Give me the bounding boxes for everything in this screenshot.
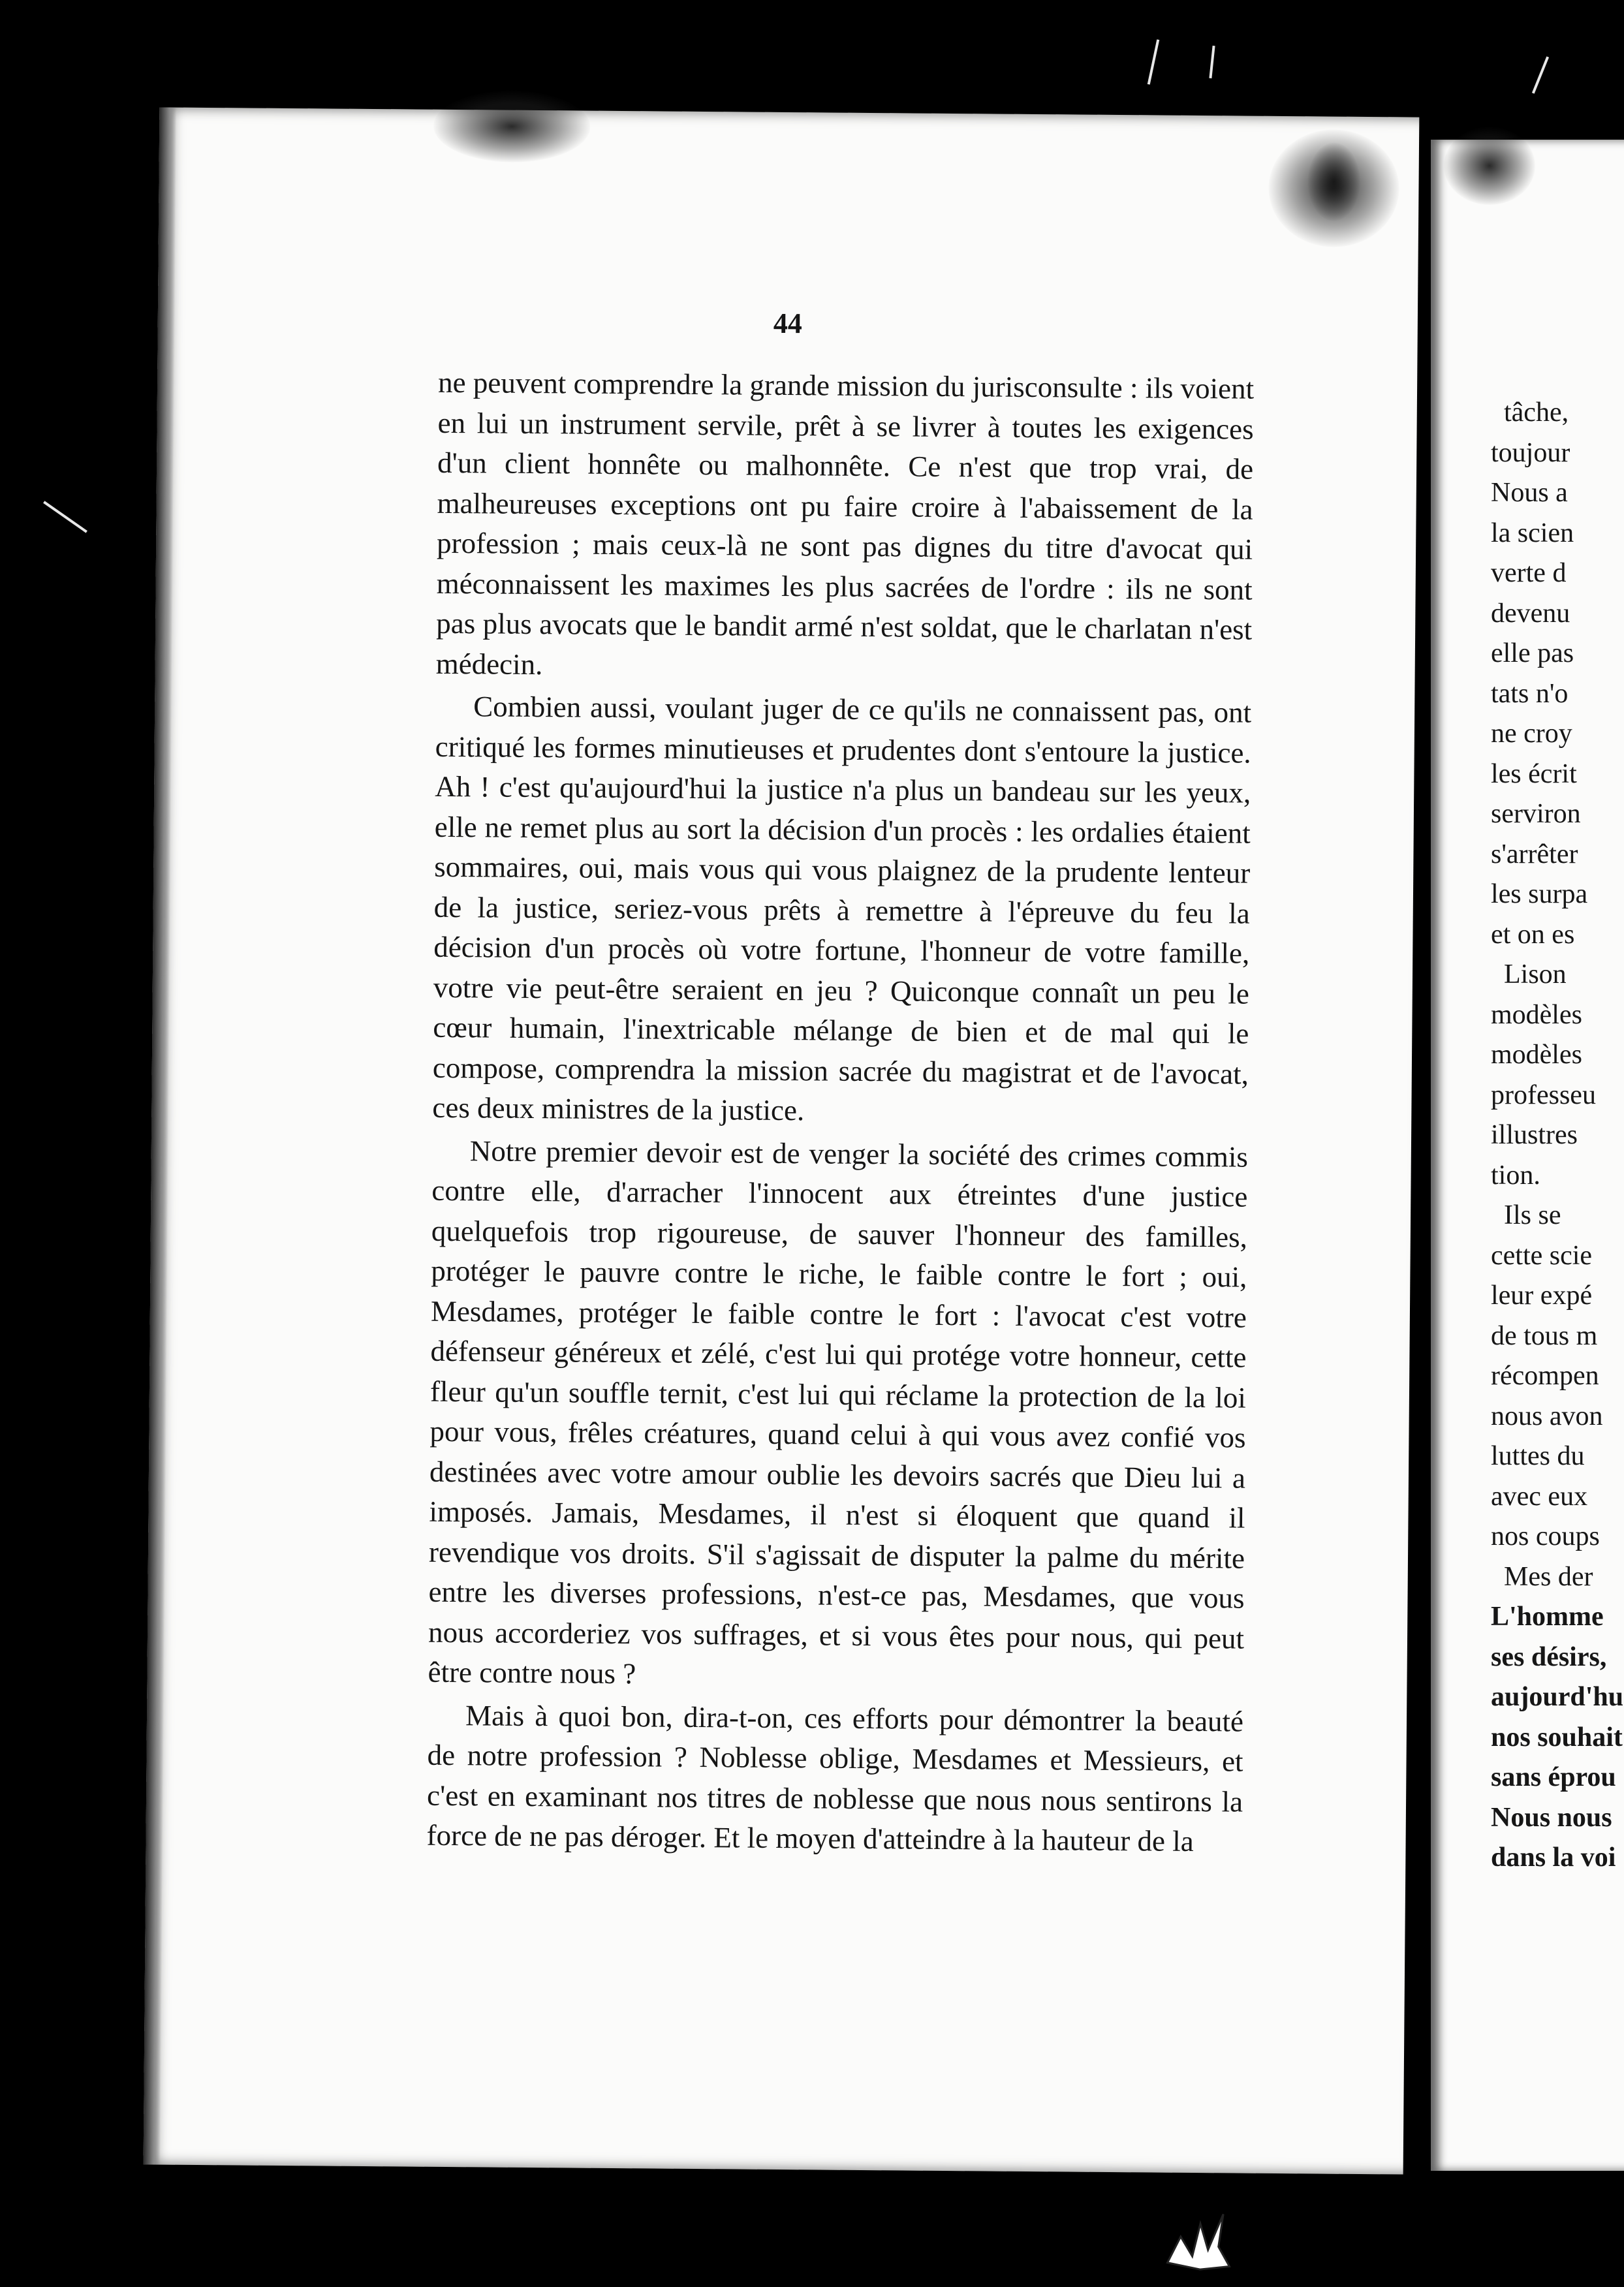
facing-page-line: professeu (1491, 1080, 1596, 1110)
facing-page-line: avec eux (1491, 1481, 1588, 1512)
facing-page-line: leur expé (1491, 1281, 1593, 1311)
facing-page-line: Ils se (1504, 1200, 1561, 1230)
scan-artifact (1148, 39, 1159, 84)
facing-page-text (1491, 393, 1624, 1878)
paragraph: ne peuvent comprendre la grande mission du jurisconsulte : ils voient en lui un instrument servile, prêt à se livrer à toutes les exigences d'un client honnête ou malhonnête. Ce n'est que trop vrai, de malheureuses exceptions ont pu faire croire à l'abaissement de la profession ; mais ceux-là ne sont pas dignes du titre d'avocat qui méconnaissent les maximes les plus sacrées de l'ordre : ils ne sont pas plus avocats que le bandit armé n'est soldat, que le charlatan n'est médecin. (435, 366, 1255, 681)
facing-page-line: illustres (1491, 1120, 1578, 1150)
facing-page-line: L'homme (1491, 1602, 1604, 1632)
facing-page-line: les écrit (1491, 758, 1577, 789)
facing-page-line: ses désirs, (1491, 1641, 1607, 1672)
facing-page-line: nous avon (1491, 1401, 1603, 1431)
facing-page-line: nos coups (1491, 1521, 1600, 1551)
ink-stain (1444, 127, 1535, 205)
facing-page-line: Mes der (1504, 1561, 1593, 1592)
page-number: 44 (773, 307, 803, 340)
facing-page-line: sans éprou (1491, 1762, 1616, 1792)
facing-page-line: Nous a (1491, 478, 1568, 508)
facing-page-line: verte d (1491, 558, 1567, 588)
facing-page-line: dans la voi (1491, 1843, 1616, 1873)
facing-page-line: aujourd'hu (1491, 1682, 1624, 1712)
facing-page-line: Lison (1504, 959, 1567, 989)
facing-page-line: devenu (1491, 598, 1570, 629)
left-page (144, 107, 1420, 2174)
facing-page-line: tion. (1491, 1160, 1540, 1190)
paragraph: Notre premier devoir est de venger la société des crimes commis contre elle, d'arracher l'innocent aux étreintes d'une justice quelquefois trop rigoureuse, de sauver l'honneur des familles, protéger le pauvre contre le riche, le faible contre le fort ; oui, Mesdames, protéger le faible contre le fort : l'avocat c'est votre défenseur généreux et zélé, c'est lui qui protége votre honneur, cette fleur qu'un souffle ternit, c'est lui qui réclame la protection de la loi pour vous, frêles créatures, quand celui à qui vous avez confié vos destinées avec votre amour oublie les devoirs sacrés que Dieu lui a imposés. Jamais, Mesdames, il n'est si éloquent que quand il revendique vos droits. S'il s'agissait de disputer la palme du mérite entre les diverses professions, n'est-ce pas, Mesdames, que vous nous accorderiez vos suffrages, et si vous êtes pour nous, qui peut être contre nous ? (428, 1134, 1249, 1690)
facing-page-line: et on es (1491, 919, 1575, 950)
facing-page-line: elle pas (1491, 638, 1574, 668)
facing-page-line: luttes du (1491, 1441, 1585, 1471)
facing-page (1431, 140, 1624, 2171)
scan-artifact (43, 501, 87, 533)
scan-artifact (1532, 56, 1549, 93)
facing-page-line: s'arrêter (1491, 839, 1578, 869)
facing-page-line: Nous nous (1491, 1802, 1612, 1833)
paragraph: Mais à quoi bon, dira-t-on, ces efforts pour démontrer la beauté de notre profession ? Noblesse oblige, Mesdames et Messieurs, et c'est en examinant nos titres de noblesse que nous nous sentirons la force de ne pas déroger. Et le moyen d'atteindre à la hauteur de la (426, 1698, 1244, 1858)
facing-page-line: tâche, (1504, 397, 1569, 428)
page-tear-mark (1161, 2211, 1233, 2273)
facing-page-line: la scien (1491, 518, 1574, 548)
facing-page-line: de tous m (1491, 1320, 1598, 1351)
facing-page-line: serviron (1491, 799, 1581, 829)
paragraph: Combien aussi, voulant juger de ce qu'ils ne connaissent pas, ont critiqué les formes minutieuses et prudentes dont s'entoure la justice. Ah ! c'est qu'aujourd'hui la justice n'a plus un bandeau sur les yeux, elle ne remet plus au sort la décision d'un procès : les ordalies étaient sommaires, oui, mais vous qui vous plaignez de la prudente lenteur de la justice, seriez-vous prêts à remettre à l'épreuve du feu la décision d'un procès où votre fortune, l'honneur de votre famille, votre vie peut-être seraient en jeu ? Quiconque connaît un peu le cœur humain, l'inextricable mélange de bien et de mal qui le compose, comprendra la mission sacrée du magistrat et de l'avocat, ces deux ministres de la justice. (432, 690, 1252, 1127)
facing-page-line: récompen (1491, 1361, 1599, 1391)
facing-page-line: toujour (1491, 437, 1570, 468)
facing-page-line: nos souhait (1491, 1722, 1623, 1752)
facing-page-line: modèles (1491, 999, 1582, 1030)
facing-page-line: les surpa (1491, 879, 1588, 909)
scan-artifact (1209, 46, 1215, 78)
facing-page-line: modèles (1491, 1040, 1582, 1070)
ink-stain (433, 90, 591, 163)
facing-page-line: tats n'o (1491, 678, 1569, 709)
body-text (426, 363, 1254, 1865)
facing-page-line: cette scie (1491, 1240, 1593, 1271)
facing-page-line: ne croy (1491, 719, 1572, 749)
